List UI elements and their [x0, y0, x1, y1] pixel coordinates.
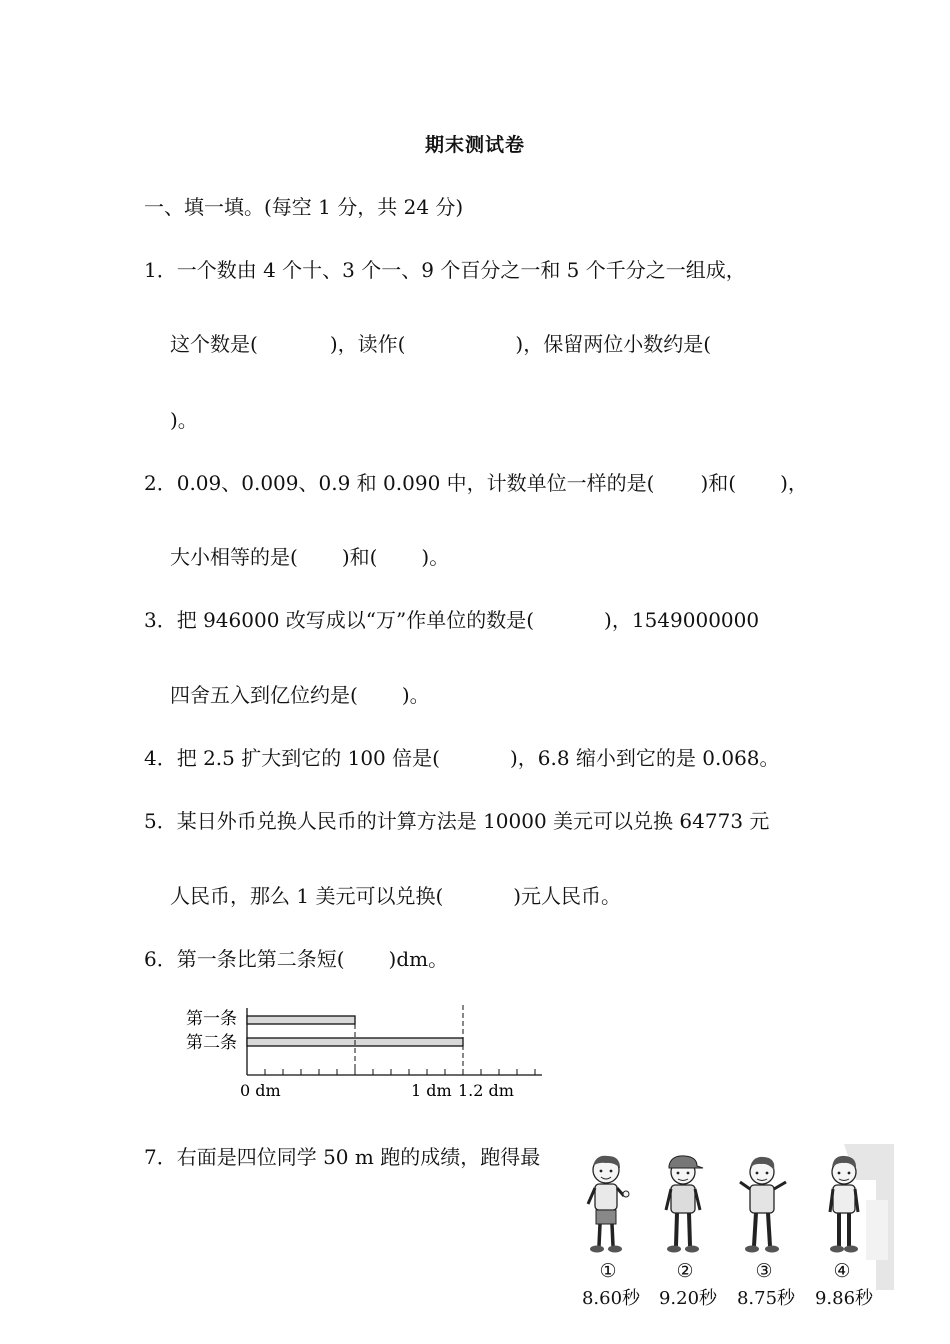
q1-text-a: 这个数是(	[170, 332, 258, 356]
student-2-number: ②	[676, 1260, 694, 1282]
bar-first	[247, 1016, 355, 1024]
student-1-time: 8.60秒	[581, 1288, 641, 1309]
q4-text-a: 4．把 2.5 扩大到它的 100 倍是(	[144, 746, 440, 770]
q3-text-a: 3．把 946000 改写成以“万”作单位的数是(	[144, 608, 535, 632]
q1-line3: )。	[170, 408, 198, 432]
number-line-ticks	[247, 1069, 535, 1075]
student-4-figure	[820, 1152, 868, 1256]
section-heading: 一、填一填。(每空 1 分，共 24 分)	[144, 195, 464, 219]
tick-label-1dm: 1 dm	[411, 1081, 452, 1100]
q2-line2	[170, 543, 449, 571]
q2-line1	[144, 469, 808, 497]
tick-label-0dm: 0 dm	[240, 1081, 281, 1100]
student-4-time: 9.86秒	[814, 1288, 874, 1309]
student-2-time: 9.20秒	[658, 1288, 718, 1309]
q4-line	[144, 744, 780, 772]
q1-line2	[170, 330, 711, 358]
q3-line1	[144, 606, 759, 634]
q4-text-b: )，6.8 缩小到它的是 0.068。	[509, 746, 780, 770]
segment-diagram	[180, 1000, 560, 1105]
q1-line1: 1．一个数由 4 个十、3 个一、9 个百分之一和 5 个千分之一组成，	[144, 258, 746, 282]
q2-text-a: 2．0.09、0.009、0.9 和 0.090 中，计数单位一样的是(	[144, 471, 655, 495]
q7-line: 7．右面是四位同学 50 m 跑的成绩，跑得最	[144, 1145, 541, 1169]
q5-text-a: 人民币，那么 1 美元可以兑换(	[170, 884, 444, 908]
q2-text-d: 大小相等的是(	[170, 545, 298, 569]
q3-text-b: )，1549000000	[604, 608, 760, 632]
q3-line2	[170, 681, 430, 709]
q2-text-e: )和(	[341, 545, 378, 569]
student-3-number: ③	[755, 1260, 773, 1282]
q3-text-c: 四舍五入到亿位约是(	[170, 683, 358, 707]
q6-text-b: )dm。	[388, 947, 449, 971]
q6-text-a: 6．第一条比第二条短(	[144, 947, 345, 971]
q2-text-b: )和(	[700, 471, 737, 495]
student-1-figure	[582, 1152, 634, 1256]
student-3-time: 8.75秒	[736, 1288, 796, 1309]
q5-line1: 5．某日外币兑换人民币的计算方法是 10000 美元可以兑换 64773 元	[144, 809, 770, 833]
q1-text-c: )，保留两位小数约是(	[515, 332, 712, 356]
student-3-figure	[734, 1152, 794, 1256]
q3-text-d: )。	[401, 683, 430, 707]
q2-text-c: )，	[780, 471, 808, 495]
q1-text-b: )，读作(	[329, 332, 406, 356]
student-1-number: ①	[599, 1260, 617, 1282]
q5-line2	[170, 882, 621, 910]
tick-label-1-2dm: 1.2 dm	[458, 1081, 514, 1100]
student-4-number: ④	[833, 1260, 851, 1282]
label-first-bar: 第一条	[186, 1009, 237, 1029]
student-2-figure	[657, 1152, 709, 1256]
q2-text-f: )。	[421, 545, 450, 569]
q6-line	[144, 945, 448, 973]
page-title: 期末测试卷	[424, 134, 525, 156]
q5-text-b: )元人民币。	[513, 884, 622, 908]
label-second-bar: 第二条	[186, 1033, 237, 1053]
